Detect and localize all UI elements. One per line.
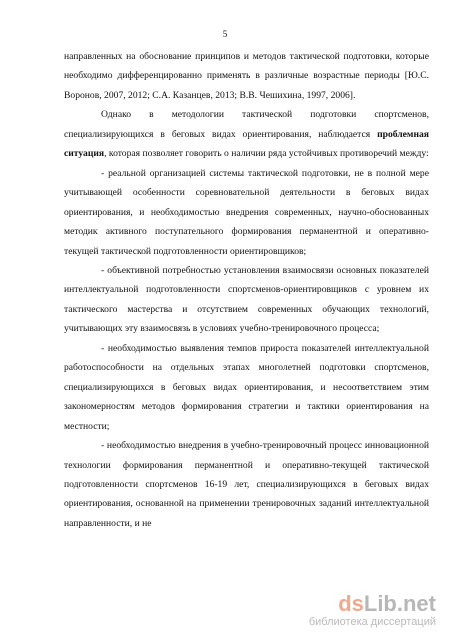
contradiction-4: - необходимостью внедрения в учебно-тренировочный процесс инновационной технологии формирования перманентной и оперативно-текущей тактической подготовленности спортсменов 16-19 лет, специализирующихся в беговых видах ориентирования, основанной на применении тренировочных заданий интеллектуальной направленности, и не [64, 440, 429, 529]
watermark-subtitle: библиотека диссертаций [308, 616, 436, 628]
logo-lib: Lib [363, 591, 397, 616]
paragraph-2-start: Однако в методологии тактической подготовки спортсменов, специализирующихся в беговых видах ориентирования, наблюдается [64, 109, 429, 140]
paragraph-1: направленных на обоснование принципов и методов тактической подготовки, которые необходимо дифференцированно применять в различные возрастные периоды [Ю.С. Воронов, 2007, 2012; С.А. Казанцев, 2013; В.В. Чешихина, 1997, 2006]. [64, 51, 429, 101]
contradiction-3: - необходимостью выявления темпов прироста показателей интеллектуальной работоспособности на отдельных этапах многолетней подготовки спортсменов, специализирующихся в беговых видах ориентирования, и несоответствием этим закономерностям методов формирования стратегии и тактики ориентирования на местности; [64, 342, 429, 432]
logo-ds: ds [338, 591, 364, 616]
document-body [64, 47, 429, 533]
page-number: 5 [222, 29, 228, 39]
paragraph-2 [64, 105, 429, 163]
problem-situation-term: проблемная ситуация [64, 128, 429, 160]
contradiction-2: - объективной потребностью установления взаимосвязи основных показателей интеллектуальной подготовленности спортсменов-ориентировщиков с уровнем их тактического мастерства и отсутствием современных обучающих технологий, учитывающих эту взаимосвязь в условиях учебно-тренировочного процесса; [64, 264, 429, 335]
contradiction-1: - реальной организацией системы тактической подготовки, не в полной мере учитывающей особенности соревновательной деятельности в беговых видах ориентирования, и необходимостью внедрения современных, научно-обоснованных методик активного поступательного формирования перманентной и оперативно-текущей тактической подготовленности ориентировщиков; [64, 167, 429, 257]
logo-net: .net [396, 591, 436, 616]
paragraph-2-end: , которая позволяет говорить о наличии ряда устойчивых противоречий между: [104, 148, 429, 160]
dslib-logo [309, 593, 436, 615]
dslib-watermark [309, 593, 436, 629]
